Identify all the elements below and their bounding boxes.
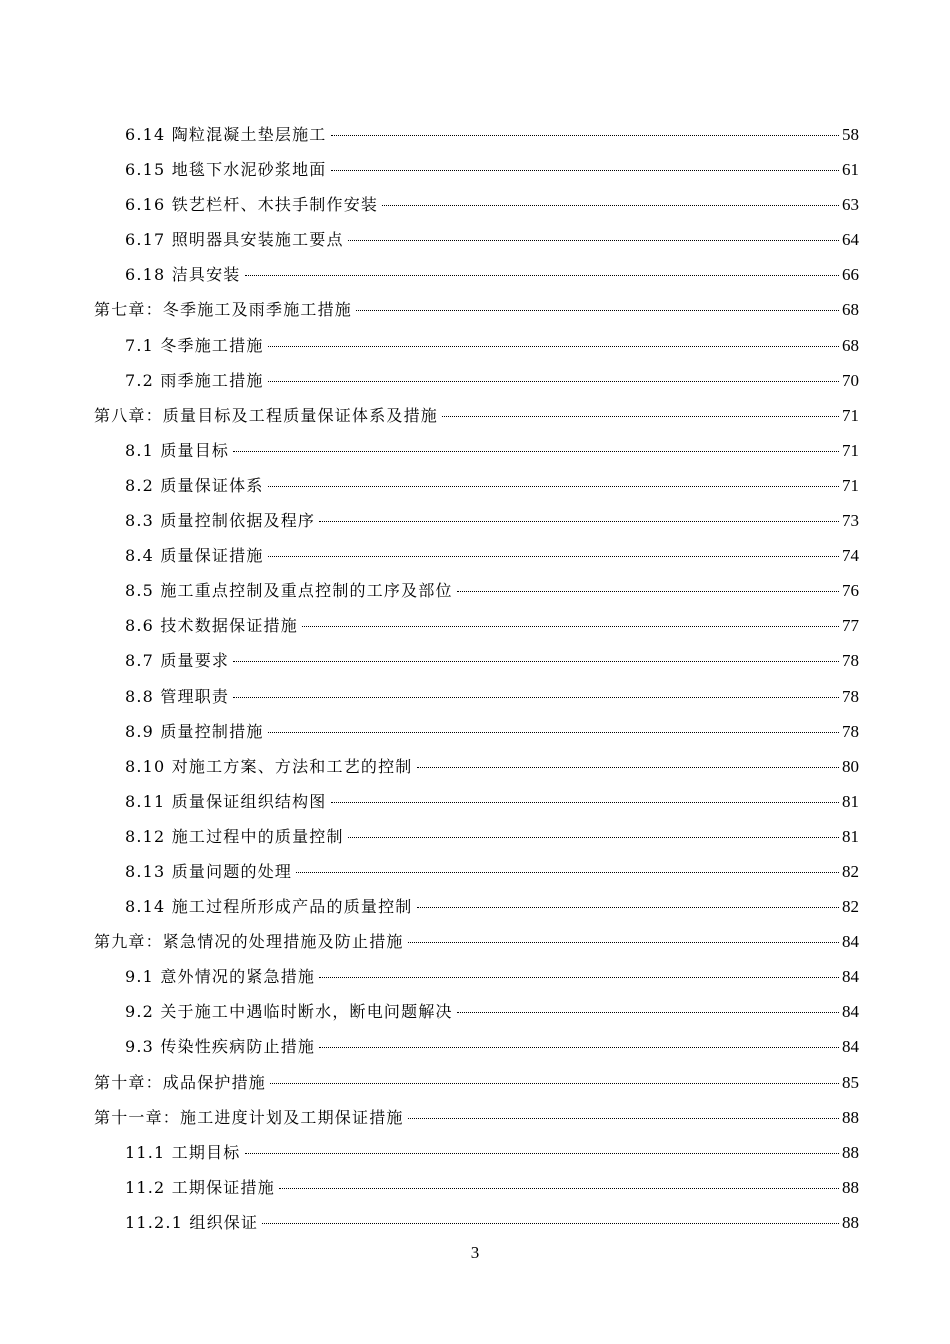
dot-leader <box>279 1188 839 1189</box>
toc-entry-page: 66 <box>842 265 859 285</box>
toc-entry[interactable] <box>94 819 859 854</box>
toc-entry[interactable] <box>94 1170 859 1205</box>
toc-entry-page: 84 <box>842 1037 859 1057</box>
table-of-contents <box>94 117 859 1240</box>
toc-entry[interactable] <box>94 187 859 222</box>
toc-entry[interactable] <box>94 994 859 1029</box>
toc-entry-title: 第九章：紧急情况的处理措施及防止措施 <box>94 932 404 952</box>
toc-entry-page: 71 <box>842 440 859 460</box>
toc-entry-title: 8.10 对施工方案、方法和工艺的控制 <box>125 756 413 776</box>
toc-entry-title: 7.2 雨季施工措施 <box>125 370 264 390</box>
toc-entry[interactable] <box>94 538 859 573</box>
toc-entry-page: 88 <box>842 1177 859 1197</box>
dot-leader <box>296 872 839 873</box>
toc-entry-page: 84 <box>842 932 859 952</box>
toc-entry-page: 61 <box>842 160 859 180</box>
dot-leader <box>331 170 839 171</box>
toc-entry[interactable] <box>94 714 859 749</box>
toc-entry-title: 9.3 传染性疾病防止措施 <box>125 1037 316 1057</box>
dot-leader <box>270 1083 839 1084</box>
toc-entry-title: 11.1 工期目标 <box>125 1142 241 1162</box>
toc-entry-title: 8.12 施工过程中的质量控制 <box>125 826 344 846</box>
dot-leader <box>457 591 839 592</box>
toc-entry-title: 6.18 洁具安装 <box>125 265 241 285</box>
toc-entry-title: 8.3 质量控制依据及程序 <box>125 511 316 531</box>
toc-entry-page: 64 <box>842 230 859 250</box>
toc-entry-page: 82 <box>842 861 859 881</box>
toc-entry[interactable] <box>94 257 859 292</box>
toc-entry-page: 73 <box>842 511 859 531</box>
toc-entry-page: 78 <box>842 721 859 741</box>
toc-entry-title: 第十一章：施工进度计划及工期保证措施 <box>94 1107 404 1127</box>
toc-entry[interactable] <box>94 117 859 152</box>
toc-entry-title: 7.1 冬季施工措施 <box>125 335 264 355</box>
toc-entry-page: 71 <box>842 405 859 425</box>
dot-leader <box>382 205 839 206</box>
toc-entry-page: 58 <box>842 125 859 144</box>
toc-entry[interactable] <box>94 1135 859 1170</box>
dot-leader <box>319 1047 839 1048</box>
toc-entry[interactable] <box>94 889 859 924</box>
toc-entry-page: 84 <box>842 967 859 987</box>
toc-entry[interactable] <box>94 222 859 257</box>
dot-leader <box>268 732 839 733</box>
toc-entry[interactable] <box>94 1065 859 1100</box>
dot-leader <box>319 977 839 978</box>
dot-leader <box>302 626 839 627</box>
toc-entry-title: 8.14 施工过程所形成产品的质量控制 <box>125 897 413 917</box>
toc-entry[interactable] <box>94 679 859 714</box>
dot-leader <box>442 416 839 417</box>
dot-leader <box>457 1012 839 1013</box>
dot-leader <box>348 837 839 838</box>
toc-entry-page: 76 <box>842 581 859 601</box>
toc-entry-title: 6.14 陶粒混凝土垫层施工 <box>125 125 327 144</box>
toc-entry-title: 8.1 质量目标 <box>125 440 230 460</box>
dot-leader <box>356 310 839 311</box>
toc-entry-page: 85 <box>842 1072 859 1092</box>
toc-entry-title: 8.6 技术数据保证措施 <box>125 616 298 636</box>
dot-leader <box>233 451 839 452</box>
toc-entry-title: 第七章：冬季施工及雨季施工措施 <box>94 300 353 320</box>
toc-entry[interactable] <box>94 1100 859 1135</box>
toc-entry-title: 6.16 铁艺栏杆、木扶手制作安装 <box>125 195 379 215</box>
toc-entry-title: 11.2 工期保证措施 <box>125 1177 275 1197</box>
toc-entry[interactable] <box>94 959 859 994</box>
toc-entry-page: 70 <box>842 370 859 390</box>
toc-entry-page: 78 <box>842 686 859 706</box>
toc-entry-title: 6.17 照明器具安装施工要点 <box>125 230 344 250</box>
toc-entry[interactable] <box>94 1205 859 1240</box>
dot-leader <box>245 1153 839 1154</box>
toc-entry[interactable] <box>94 608 859 643</box>
toc-entry[interactable] <box>94 643 859 678</box>
toc-entry-title: 8.9 质量控制措施 <box>125 721 264 741</box>
dot-leader <box>268 556 839 557</box>
toc-entry-page: 68 <box>842 335 859 355</box>
toc-entry[interactable] <box>94 292 859 327</box>
toc-entry-title: 6.15 地毯下水泥砂浆地面 <box>125 160 327 180</box>
toc-entry-page: 80 <box>842 756 859 776</box>
toc-entry-page: 82 <box>842 897 859 917</box>
dot-leader <box>268 346 839 347</box>
toc-entry[interactable] <box>94 1029 859 1064</box>
toc-entry[interactable] <box>94 749 859 784</box>
toc-entry-title: 8.5 施工重点控制及重点控制的工序及部位 <box>125 581 453 601</box>
toc-entry-page: 77 <box>842 616 859 636</box>
dot-leader <box>408 942 839 943</box>
toc-entry-title: 8.7 质量要求 <box>125 651 230 671</box>
toc-entry-title: 第十章：成品保护措施 <box>94 1072 267 1092</box>
toc-entry-title: 11.2.1 组织保证 <box>125 1212 259 1232</box>
dot-leader <box>319 521 839 522</box>
dot-leader <box>245 275 839 276</box>
toc-entry-page: 81 <box>842 791 859 811</box>
toc-entry-title: 8.13 质量问题的处理 <box>125 861 293 881</box>
toc-entry[interactable] <box>94 503 859 538</box>
toc-entry-title: 第八章：质量目标及工程质量保证体系及措施 <box>94 405 439 425</box>
toc-entry-page: 68 <box>842 300 859 320</box>
toc-entry[interactable] <box>94 924 859 959</box>
toc-entry-page: 71 <box>842 475 859 495</box>
dot-leader <box>331 802 839 803</box>
toc-entry[interactable] <box>94 152 859 187</box>
toc-entry[interactable] <box>94 363 859 398</box>
toc-entry-title: 8.8 管理职责 <box>125 686 230 706</box>
toc-entry-page: 88 <box>842 1142 859 1162</box>
dot-leader <box>268 486 839 487</box>
dot-leader <box>268 381 839 382</box>
toc-entry[interactable] <box>94 398 859 433</box>
toc-entry[interactable] <box>94 328 859 363</box>
toc-entry-page: 78 <box>842 651 859 671</box>
toc-entry[interactable] <box>94 468 859 503</box>
dot-leader <box>233 697 839 698</box>
toc-entry-title: 8.11 质量保证组织结构图 <box>125 791 327 811</box>
page-number: 3 <box>470 1243 480 1262</box>
toc-entry-page: 63 <box>842 195 859 215</box>
toc-entry-page: 88 <box>842 1107 859 1127</box>
toc-entry[interactable] <box>94 854 859 889</box>
dot-leader <box>348 240 839 241</box>
toc-entry[interactable] <box>94 433 859 468</box>
toc-entry-page: 84 <box>842 1002 859 1022</box>
toc-entry-title: 9.2 关于施工中遇临时断水，断电问题解决 <box>125 1002 453 1022</box>
dot-leader <box>408 1118 839 1119</box>
dot-leader <box>417 767 839 768</box>
dot-leader <box>331 135 839 136</box>
dot-leader <box>262 1223 839 1224</box>
toc-entry-title: 9.1 意外情况的紧急措施 <box>125 967 316 987</box>
dot-leader <box>417 907 839 908</box>
dot-leader <box>233 661 839 662</box>
toc-entry[interactable] <box>94 573 859 608</box>
toc-entry-title: 8.2 质量保证体系 <box>125 475 264 495</box>
toc-entry[interactable] <box>94 784 859 819</box>
toc-entry-page: 81 <box>842 826 859 846</box>
toc-entry-page: 74 <box>842 546 859 566</box>
toc-entry-title: 8.4 质量保证措施 <box>125 546 264 566</box>
toc-entry-page: 88 <box>842 1212 859 1232</box>
